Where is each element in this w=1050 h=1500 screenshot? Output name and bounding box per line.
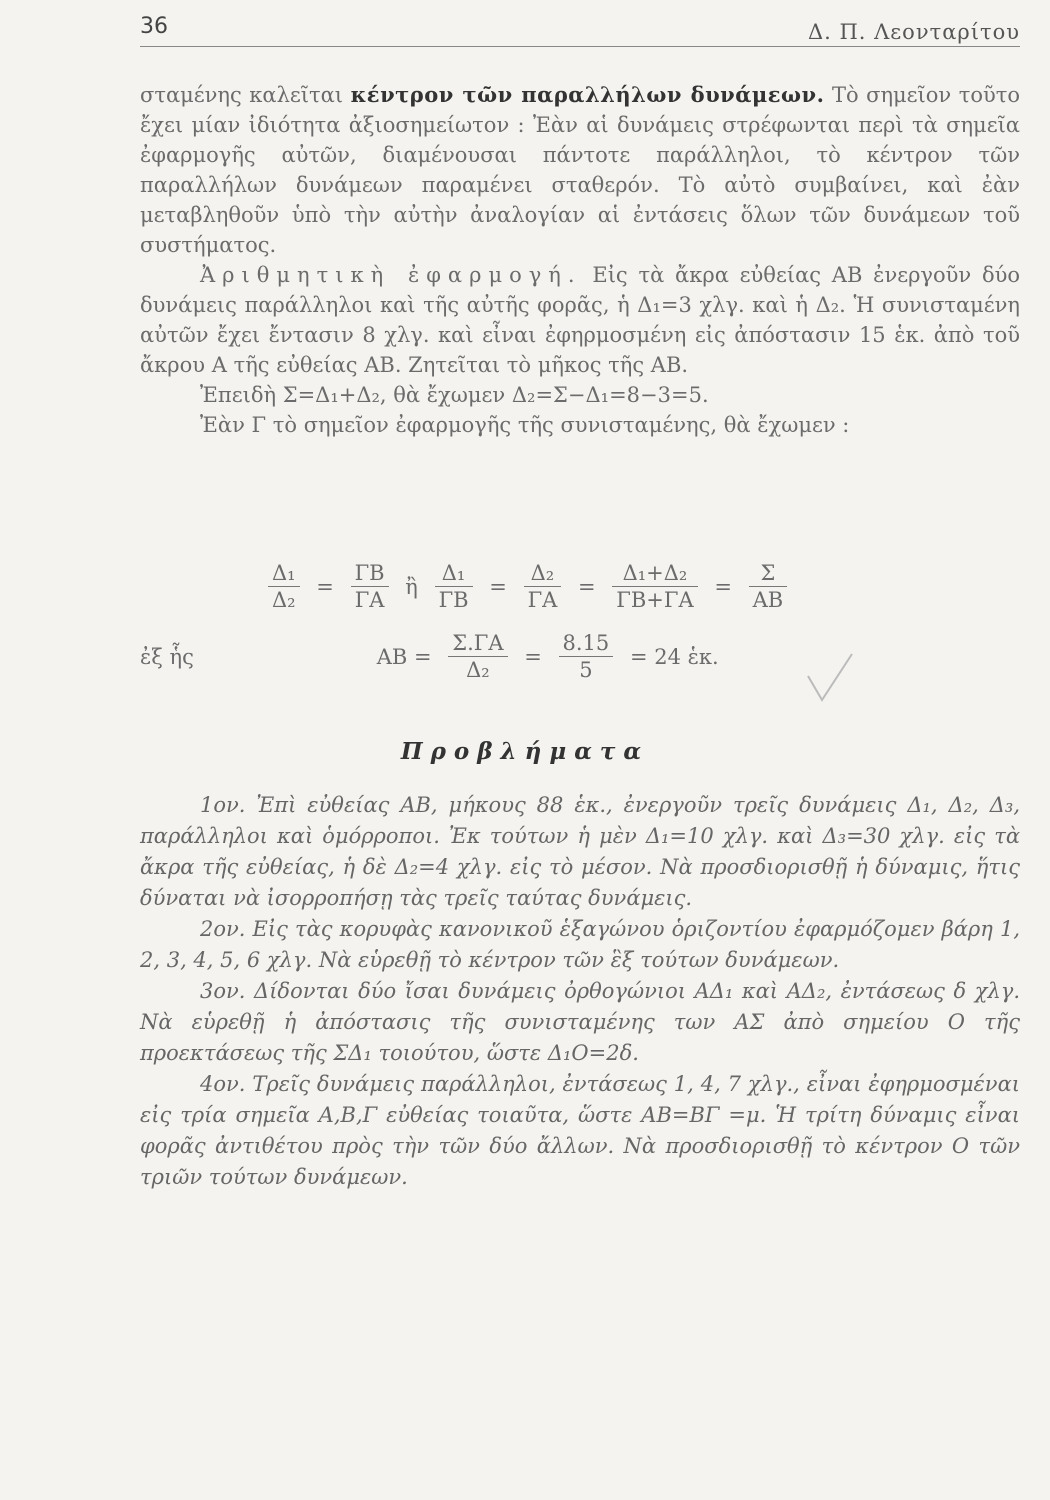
result-formula xyxy=(140,630,1020,683)
paragraph2-spaced-heading: Ἀριθμητικὴ ἐφαρμογή. xyxy=(200,263,582,287)
or-word: ἢ xyxy=(405,574,418,599)
equals-sign: = xyxy=(524,644,542,669)
problem-item: 4ον. Τρεῖς δυνάμεις παράλληλοι, ἐντάσεως 1, 4, 7 χλγ., εἶναι ἐφηρμοσμέναι εἰς τρία σημεῖα Α,Β,Γ εὐθείας τοιαῦτα, ὥστε ΑΒ=ΒΓ =μ. Ἡ τρίτη δύναμις εἶναι φορᾶς ἀντιθέτου πρὸς τὴν τῶν δύο ἄλλων. Νὰ προσδιορισθῇ τὸ κέντρον Ο τῶν τριῶν τούτων δυνάμεων. xyxy=(140,1072,1020,1189)
fraction-sigma-ga-d2: $\frac{\Sigma.\Gamma A}{\text{Δ₂}}$ xyxy=(448,630,507,683)
paragraph1-bold-term: κέντρον τῶν παραλλήλων δυνάμεων. xyxy=(350,82,825,107)
section-title-problems: Προβλήματα xyxy=(400,738,650,765)
equals-sign: = xyxy=(316,574,334,599)
paragraph-if-gamma: Ἐὰν Γ τὸ σημεῖον ἐφαρμογῆς τῆς συνισταμένης, θὰ ἔχωμεν : xyxy=(200,413,850,437)
problem-item: 2ον. Εἰς τὰς κορυφὰς κανονικοῦ ἑξαγώνου ὁριζοντίου ἐφαρμόζομεν βάρη 1, 2, 3, 4, 5, 6 χλγ. Νὰ εὑρεθῇ τὸ κέντρον τῶν ἓξ τούτων δυνάμεων. xyxy=(140,917,1020,972)
page-number: 36 xyxy=(140,14,168,39)
paragraph2-rest: Εἰς τὰ ἄκρα εὐθείας ΑΒ ἐνεργοῦν δύο δυνάμεις παράλληλοι καὶ τῆς αὐτῆς φορᾶς, ἡ Δ₁=3 χλγ. καὶ ἡ Δ₂. Ἡ συνισταμένη αὐτῶν ἔχει ἔντασιν 8 χλγ. καὶ εἶναι ἐφηρμοσμένη εἰς ἀπόστασιν 15 ἑκ. ἀπὸ τοῦ ἄκρου Α τῆς εὐθείας ΑΒ. Ζητεῖται τὸ μῆκος τῆς ΑΒ. xyxy=(140,263,1020,377)
running-head: Δ. Π. Λεονταρίτου xyxy=(807,20,1020,44)
proportion-formula xyxy=(268,560,1050,613)
fraction-sigma-ab: $\frac{\Sigma}{AB}$ xyxy=(749,560,788,613)
whence-prefix: ἐξ ἧς xyxy=(140,644,194,669)
equals-sign: = xyxy=(578,574,596,599)
handwritten-check-mark xyxy=(800,648,860,708)
paragraph-numerical-application xyxy=(140,260,1020,380)
page-header xyxy=(140,12,1020,47)
paragraph-since: Ἐπειδὴ Σ=Δ₁+Δ₂, θὰ ἔχωμεν Δ₂=Σ−Δ₁=8−3=5. xyxy=(200,383,709,407)
fraction-d1-d2: $\frac{\text{Δ₁}}{\text{Δ₂}}$ xyxy=(268,560,300,613)
problem-item: 3ον. Δίδονται δύο ἴσαι δυνάμεις ὀρθογώνιοι ΑΔ₁ καὶ ΑΔ₂, ἐντάσεως δ χλγ. Νὰ εὑρεθῇ ἡ ἀπόστασις τῆς συνισταμένης των ΑΣ ἀπὸ σημείου Ο τῆς προεκτάσεως τῆς ΣΔ₁ τοιούτου, ὥστε Δ₁Ο=2δ. xyxy=(140,979,1020,1065)
paragraph1-lead: σταμένης καλεῖται xyxy=(140,83,344,107)
main-text xyxy=(140,80,1020,440)
fraction-sum: $\frac{\text{Δ₁+Δ₂}}{\Gamma B+\Gamma A}$ xyxy=(612,560,697,613)
fraction-d1-gb: $\frac{\text{Δ₁}}{\Gamma B}$ xyxy=(435,560,473,613)
fraction-d2-ga: $\frac{\text{Δ₂}}{\Gamma A}$ xyxy=(524,560,562,613)
problem-item: 1ον. Ἐπὶ εὐθείας ΑΒ, μήκους 88 ἑκ., ἐνεργοῦν τρεῖς δυνάμεις Δ₁, Δ₂, Δ₃, παράλληλοι καὶ ὁμόρροποι. Ἐκ τούτων ἡ μὲν Δ₁=10 χλγ. καὶ Δ₃=30 χλγ. εἰς τὰ ἄκρα τῆς εὐθείας, ἡ δὲ Δ₂=4 χλγ. εἰς τὸ μέσον. Νὰ προσδιορισθῇ ἡ δύναμις, ἥτις δύναται νὰ ἰσορροπήσῃ τὰς τρεῖς ταύτας δυνάμεις. xyxy=(140,793,1020,910)
ab-lhs: ΑΒ = xyxy=(376,644,432,669)
equals-sign: = xyxy=(489,574,507,599)
fraction-gb-ga: $\frac{\Gamma B}{\Gamma A}$ xyxy=(351,560,389,613)
paragraph1-rest: Τὸ σημεῖον τοῦτο ἔχει μίαν ἰδιότητα ἀξιοσημείωτον : Ἐὰν αἱ δυνάμεις στρέφωνται περὶ τὰ σημεῖα ἐφαρμογῆς αὐτῶν, διαμένουσαι πάντοτε παράλληλοι, τὸ κέντρον τῶν παραλλήλων δυνάμεων παραμένει σταθερόν. Τὸ αὐτὸ συμβαίνει, καὶ ἐὰν μεταβληθοῦν ὑπὸ τὴν αὐτὴν ἀναλογίαν αἱ ἐντάσεις ὅλων τῶν δυνάμεων τοῦ συστήματος. xyxy=(140,83,1020,257)
fraction-8-15-5: $\frac{8.15}{5}$ xyxy=(559,630,614,683)
problems-list xyxy=(140,790,1020,1193)
paragraph-center-of-forces xyxy=(140,80,1020,260)
equals-sign: = xyxy=(714,574,732,599)
result-value: = 24 ἑκ. xyxy=(629,644,719,669)
